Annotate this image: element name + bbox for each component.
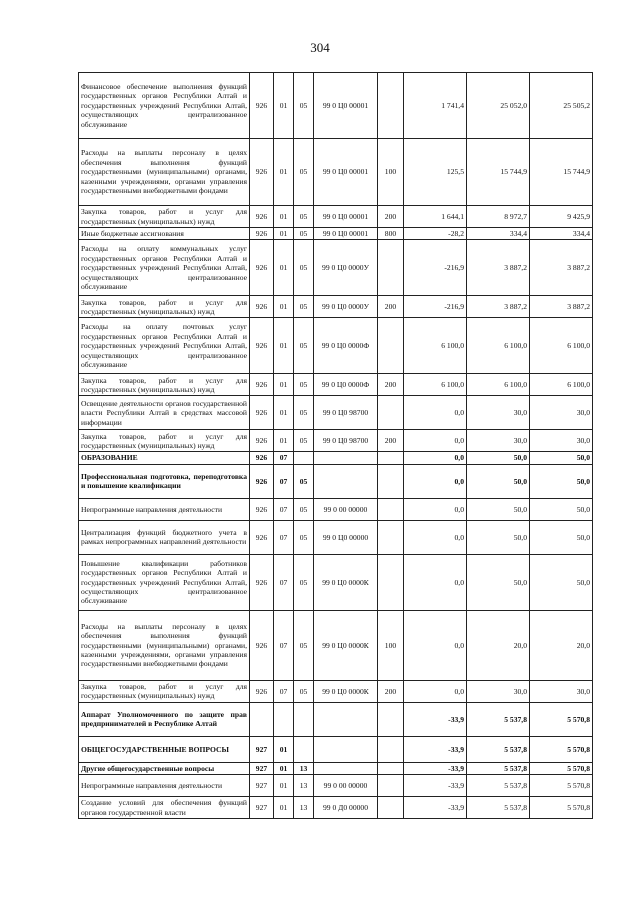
row-amount-1: -33,9 (404, 797, 467, 819)
table-row (79, 797, 593, 819)
row-amount-1: 0,0 (404, 610, 467, 680)
row-amount-2: 30,0 (467, 680, 530, 702)
table-row (79, 554, 593, 610)
row-target-article: 99 0 Ц0 0000Ф (314, 374, 378, 396)
table-row (79, 702, 593, 736)
row-section-code: 01 (274, 206, 294, 228)
row-amount-2: 3 887,2 (467, 240, 530, 296)
row-amount-2: 50,0 (467, 498, 530, 520)
row-amount-2: 8 972,7 (467, 206, 530, 228)
row-admin-code: 926 (250, 318, 274, 374)
row-expense-type: 200 (378, 374, 404, 396)
row-amount-1: 0,0 (404, 520, 467, 554)
row-expense-type: 100 (378, 610, 404, 680)
row-admin-code: 926 (250, 374, 274, 396)
row-expense-type (378, 762, 404, 774)
row-amount-1: -216,9 (404, 296, 467, 318)
row-subsection-code (294, 736, 314, 762)
table-row (79, 498, 593, 520)
table-row (79, 762, 593, 774)
row-section-code: 01 (274, 240, 294, 296)
row-section-code: 01 (274, 296, 294, 318)
table-row (79, 73, 593, 139)
row-amount-2: 3 887,2 (467, 296, 530, 318)
row-section-code: 01 (274, 736, 294, 762)
row-target-article (314, 736, 378, 762)
row-admin-code: 926 (250, 139, 274, 206)
row-section-code: 01 (274, 374, 294, 396)
table-row (79, 228, 593, 240)
page-number: 304 (310, 40, 330, 55)
row-amount-1: -33,9 (404, 702, 467, 736)
row-admin-code: 927 (250, 775, 274, 797)
row-expense-type (378, 702, 404, 736)
row-name: ОБРАЗОВАНИЕ (79, 452, 250, 464)
row-name: ОБЩЕГОСУДАРСТВЕННЫЕ ВОПРОСЫ (79, 736, 250, 762)
row-target-article: 99 0 Ц0 0000Ф (314, 318, 378, 374)
row-expense-type (378, 240, 404, 296)
row-name: Закупка товаров, работ и услуг для государственных (муниципальных) нужд (79, 296, 250, 318)
row-section-code: 07 (274, 520, 294, 554)
row-subsection-code: 05 (294, 430, 314, 452)
row-amount-2: 6 100,0 (467, 374, 530, 396)
row-target-article: 99 0 Ц0 0000К (314, 554, 378, 610)
row-amount-1: 0,0 (404, 452, 467, 464)
row-section-code: 07 (274, 680, 294, 702)
row-amount-1: 0,0 (404, 396, 467, 430)
row-amount-2: 5 537,8 (467, 762, 530, 774)
row-subsection-code: 05 (294, 228, 314, 240)
row-expense-type (378, 73, 404, 139)
row-expense-type: 200 (378, 206, 404, 228)
row-amount-1: 0,0 (404, 680, 467, 702)
row-subsection-code: 05 (294, 296, 314, 318)
row-amount-3: 5 570,8 (530, 702, 593, 736)
row-amount-1: 125,5 (404, 139, 467, 206)
row-subsection-code: 05 (294, 73, 314, 139)
row-amount-2: 30,0 (467, 396, 530, 430)
row-subsection-code: 05 (294, 396, 314, 430)
row-section-code: 01 (274, 430, 294, 452)
row-name: Повышение квалификации работников государственных органов Республики Алтай и государственных учреждений Республики Алтай, осуществляющих централизованное обслуживание (79, 554, 250, 610)
row-target-article (314, 464, 378, 498)
row-target-article (314, 762, 378, 774)
row-amount-2: 15 744,9 (467, 139, 530, 206)
row-name: Расходы на выплаты персоналу в целях обеспечения выполнения функций государственными (муниципальными) органами, казенными учреждениями, органами управления государственными внебюджетными фондами (79, 610, 250, 680)
row-amount-3: 3 887,2 (530, 240, 593, 296)
row-name: Расходы на выплаты персоналу в целях обеспечения выполнения функций государственными (муниципальными) органами, казенными учреждениями, органами управления государственными внебюджетными фондами (79, 139, 250, 206)
table-row (79, 520, 593, 554)
row-amount-3: 50,0 (530, 554, 593, 610)
row-subsection-code: 13 (294, 797, 314, 819)
row-section-code: 07 (274, 610, 294, 680)
row-subsection-code: 05 (294, 498, 314, 520)
table-row (79, 139, 593, 206)
row-amount-2: 50,0 (467, 520, 530, 554)
row-amount-3: 5 570,8 (530, 762, 593, 774)
row-target-article: 99 0 Ц0 00001 (314, 206, 378, 228)
row-name: Финансовое обеспечение выполнения функций государственных органов Республики Алтай и государственных учреждений Республики Алтай, осуществляющих централизованное обслуживание (79, 73, 250, 139)
row-admin-code: 926 (250, 206, 274, 228)
row-expense-type (378, 498, 404, 520)
row-admin-code: 926 (250, 680, 274, 702)
table-row (79, 296, 593, 318)
row-amount-3: 30,0 (530, 396, 593, 430)
row-expense-type: 200 (378, 296, 404, 318)
row-admin-code: 926 (250, 464, 274, 498)
table-row (79, 318, 593, 374)
row-amount-1: 0,0 (404, 554, 467, 610)
row-expense-type: 200 (378, 680, 404, 702)
row-amount-1: 6 100,0 (404, 318, 467, 374)
row-amount-3: 50,0 (530, 498, 593, 520)
row-name: Иные бюджетные ассигнования (79, 228, 250, 240)
row-amount-3: 20,0 (530, 610, 593, 680)
row-section-code: 01 (274, 396, 294, 430)
row-subsection-code (294, 702, 314, 736)
row-admin-code: 926 (250, 73, 274, 139)
row-name: Непрограммные направления деятельности (79, 775, 250, 797)
row-amount-3: 5 570,8 (530, 797, 593, 819)
row-target-article (314, 452, 378, 464)
row-expense-type (378, 775, 404, 797)
row-amount-3: 50,0 (530, 464, 593, 498)
row-name: Создание условий для обеспечения функций органов государственной власти (79, 797, 250, 819)
table-row (79, 452, 593, 464)
table-row (79, 680, 593, 702)
row-name: Профессиональная подготовка, переподготовка и повышение квалификации (79, 464, 250, 498)
table-row (79, 206, 593, 228)
row-amount-3: 6 100,0 (530, 374, 593, 396)
table-row (79, 396, 593, 430)
row-admin-code: 926 (250, 296, 274, 318)
row-subsection-code: 13 (294, 775, 314, 797)
row-target-article (314, 702, 378, 736)
row-target-article: 99 0 Ц0 0000У (314, 240, 378, 296)
row-expense-type (378, 464, 404, 498)
row-name: Закупка товаров, работ и услуг для государственных (муниципальных) нужд (79, 374, 250, 396)
row-name: Освещение деятельности органов государственной власти Республики Алтай в средствах массовой информации (79, 396, 250, 430)
row-target-article: 99 0 Ц0 98700 (314, 396, 378, 430)
row-amount-2: 50,0 (467, 554, 530, 610)
row-admin-code: 926 (250, 520, 274, 554)
row-expense-type (378, 520, 404, 554)
row-subsection-code: 05 (294, 240, 314, 296)
row-expense-type: 200 (378, 430, 404, 452)
row-amount-1: -33,9 (404, 775, 467, 797)
row-amount-2: 20,0 (467, 610, 530, 680)
row-admin-code: 927 (250, 762, 274, 774)
row-admin-code (250, 702, 274, 736)
row-section-code: 07 (274, 498, 294, 520)
row-amount-2: 50,0 (467, 464, 530, 498)
row-expense-type (378, 396, 404, 430)
row-target-article: 99 0 Ц0 0000У (314, 296, 378, 318)
row-section-code: 01 (274, 228, 294, 240)
row-expense-type (378, 797, 404, 819)
row-section-code: 01 (274, 318, 294, 374)
row-section-code: 07 (274, 464, 294, 498)
row-amount-1: -28,2 (404, 228, 467, 240)
row-target-article: 99 0 Ц0 0000К (314, 610, 378, 680)
row-amount-3: 30,0 (530, 430, 593, 452)
row-amount-3: 50,0 (530, 452, 593, 464)
row-amount-2: 50,0 (467, 452, 530, 464)
row-name: Аппарат Уполномоченного по защите прав предпринимателей в Республике Алтай (79, 702, 250, 736)
row-section-code: 01 (274, 775, 294, 797)
row-name: Закупка товаров, работ и услуг для государственных (муниципальных) нужд (79, 680, 250, 702)
row-target-article: 99 0 00 00000 (314, 775, 378, 797)
row-admin-code: 927 (250, 797, 274, 819)
row-admin-code: 926 (250, 610, 274, 680)
row-amount-2: 334,4 (467, 228, 530, 240)
row-name: Закупка товаров, работ и услуг для государственных (муниципальных) нужд (79, 206, 250, 228)
row-target-article: 99 0 Ц0 00001 (314, 139, 378, 206)
table-row (79, 374, 593, 396)
row-expense-type: 100 (378, 139, 404, 206)
row-subsection-code: 05 (294, 374, 314, 396)
row-name: Расходы на оплату коммунальных услуг государственных органов Республики Алтай и государственных учреждений Республики Алтай, осуществляющих централизованное обслуживание (79, 240, 250, 296)
row-section-code: 01 (274, 139, 294, 206)
row-amount-3: 25 505,2 (530, 73, 593, 139)
row-amount-1: 0,0 (404, 430, 467, 452)
row-amount-1: -216,9 (404, 240, 467, 296)
row-target-article: 99 0 00 00000 (314, 498, 378, 520)
row-section-code: 01 (274, 73, 294, 139)
row-name: Закупка товаров, работ и услуг для государственных (муниципальных) нужд (79, 430, 250, 452)
table-row (79, 240, 593, 296)
row-name: Централизация функций бюджетного учета в рамках непрограммных направлений деятельности (79, 520, 250, 554)
row-admin-code: 926 (250, 554, 274, 610)
row-amount-3: 15 744,9 (530, 139, 593, 206)
table-row (79, 610, 593, 680)
row-admin-code: 926 (250, 228, 274, 240)
row-amount-3: 30,0 (530, 680, 593, 702)
row-amount-2: 30,0 (467, 430, 530, 452)
row-amount-3: 5 570,8 (530, 775, 593, 797)
row-amount-1: 0,0 (404, 498, 467, 520)
row-admin-code: 927 (250, 736, 274, 762)
row-amount-2: 5 537,8 (467, 702, 530, 736)
row-admin-code: 926 (250, 430, 274, 452)
row-subsection-code: 05 (294, 206, 314, 228)
row-admin-code: 926 (250, 498, 274, 520)
row-name: Непрограммные направления деятельности (79, 498, 250, 520)
row-section-code (274, 702, 294, 736)
row-target-article: 99 0 Д0 00000 (314, 797, 378, 819)
row-target-article: 99 0 Ц0 98700 (314, 430, 378, 452)
row-name: Другие общегосударственные вопросы (79, 762, 250, 774)
row-subsection-code: 05 (294, 318, 314, 374)
row-target-article: 99 0 Ц0 00000 (314, 520, 378, 554)
row-amount-1: 0,0 (404, 464, 467, 498)
table-row (79, 736, 593, 762)
row-subsection-code (294, 452, 314, 464)
row-amount-1: 1 644,1 (404, 206, 467, 228)
table-row (79, 464, 593, 498)
row-subsection-code: 05 (294, 139, 314, 206)
row-target-article: 99 0 Ц0 0000К (314, 680, 378, 702)
row-expense-type (378, 452, 404, 464)
row-expense-type (378, 318, 404, 374)
row-amount-1: 6 100,0 (404, 374, 467, 396)
row-expense-type (378, 736, 404, 762)
row-amount-3: 334,4 (530, 228, 593, 240)
row-amount-3: 50,0 (530, 520, 593, 554)
row-amount-1: -33,9 (404, 762, 467, 774)
row-amount-2: 5 537,8 (467, 797, 530, 819)
row-expense-type (378, 554, 404, 610)
row-subsection-code: 05 (294, 464, 314, 498)
row-amount-3: 3 887,2 (530, 296, 593, 318)
row-subsection-code: 13 (294, 762, 314, 774)
row-subsection-code: 05 (294, 610, 314, 680)
row-amount-1: -33,9 (404, 736, 467, 762)
table-row (79, 430, 593, 452)
row-name: Расходы на оплату почтовых услуг государственных органов Республики Алтай и государственных учреждений Республики Алтай, осуществляющих централизованное обслуживание (79, 318, 250, 374)
row-subsection-code: 05 (294, 520, 314, 554)
row-section-code: 01 (274, 797, 294, 819)
budget-table (78, 72, 593, 819)
row-amount-3: 6 100,0 (530, 318, 593, 374)
row-subsection-code: 05 (294, 680, 314, 702)
row-amount-3: 9 425,9 (530, 206, 593, 228)
row-amount-1: 1 741,4 (404, 73, 467, 139)
row-section-code: 07 (274, 554, 294, 610)
row-amount-2: 25 052,0 (467, 73, 530, 139)
row-admin-code: 926 (250, 240, 274, 296)
row-section-code: 01 (274, 762, 294, 774)
row-amount-2: 6 100,0 (467, 318, 530, 374)
row-admin-code: 926 (250, 452, 274, 464)
row-target-article: 99 0 Ц0 00001 (314, 73, 378, 139)
row-amount-2: 5 537,8 (467, 736, 530, 762)
row-admin-code: 926 (250, 396, 274, 430)
row-target-article: 99 0 Ц0 00001 (314, 228, 378, 240)
row-amount-3: 5 570,8 (530, 736, 593, 762)
row-expense-type: 800 (378, 228, 404, 240)
row-amount-2: 5 537,8 (467, 775, 530, 797)
row-section-code: 07 (274, 452, 294, 464)
table-row (79, 775, 593, 797)
row-subsection-code: 05 (294, 554, 314, 610)
